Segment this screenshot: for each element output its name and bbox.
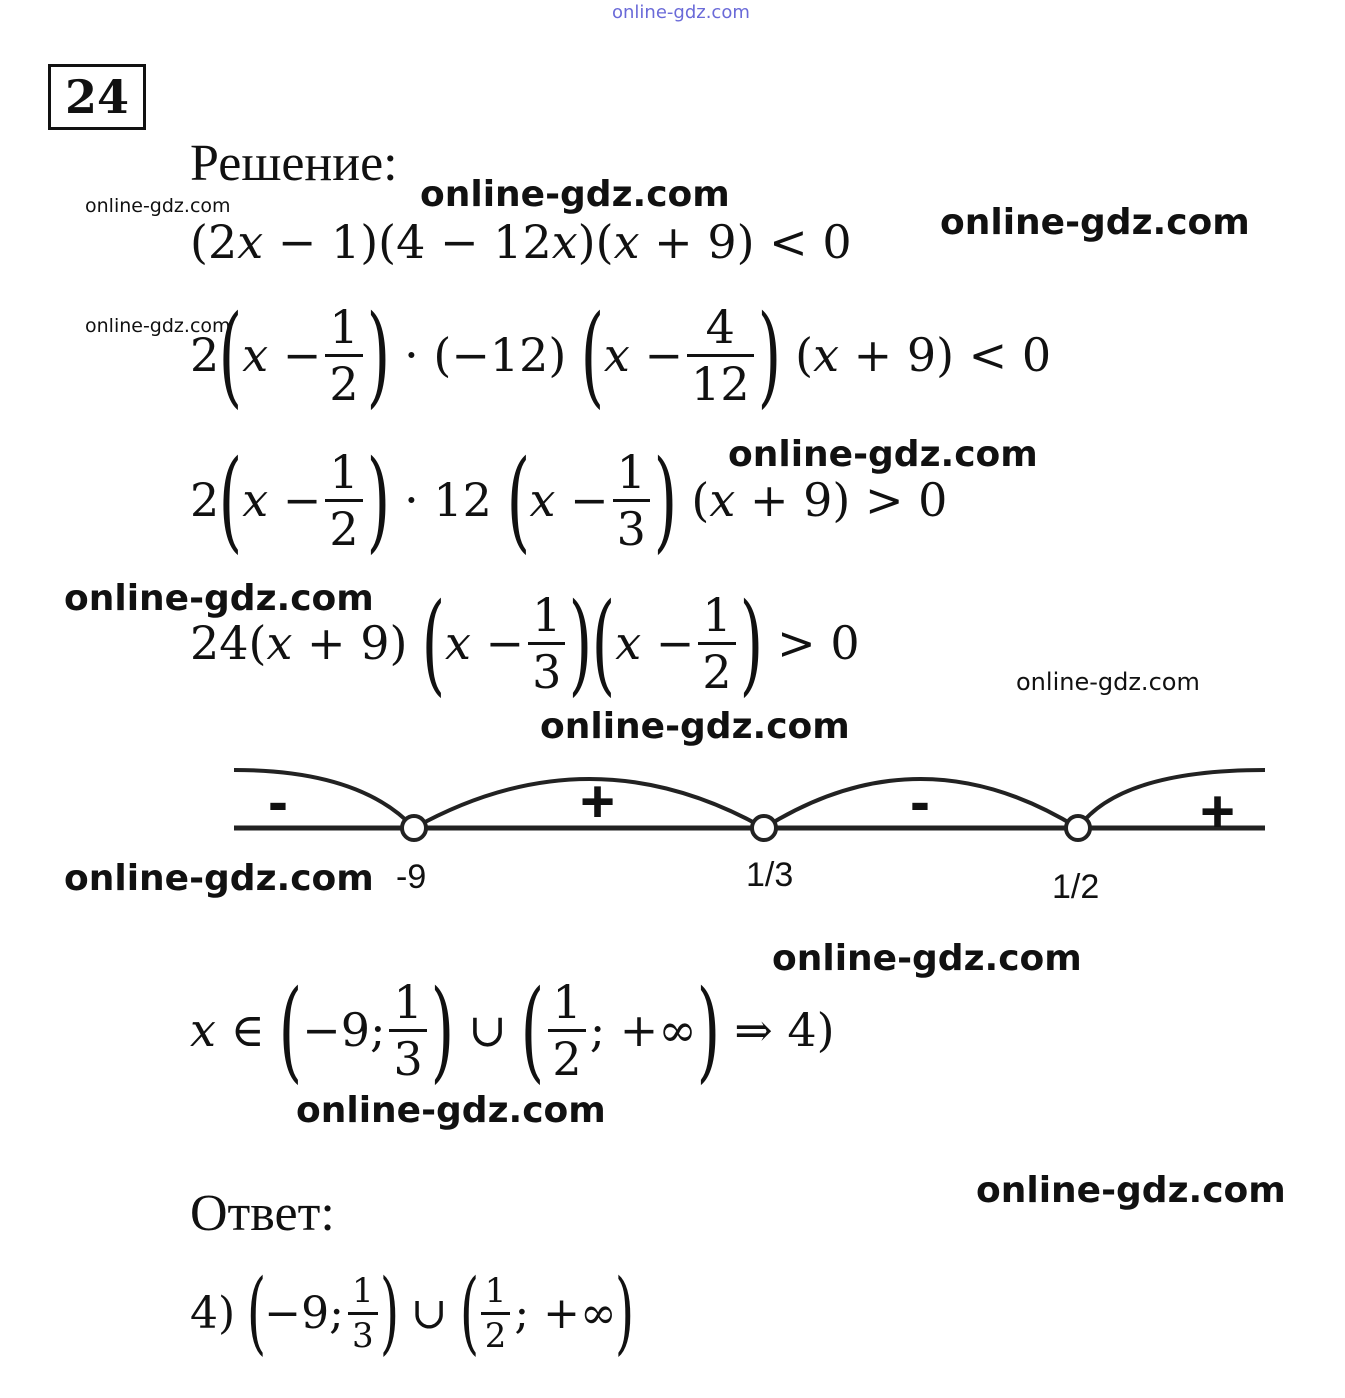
label-1-2: 1/2 (1052, 868, 1100, 906)
watermark-2: online-gdz.com (85, 195, 231, 217)
equation-line-2: 2 ( x − $\frac{1}{2}$ ) · (−12) ( x − $\frac{4}{12}$ ) (x + 9) < 0 (190, 291, 1052, 419)
watermark-top: online-gdz.com (612, 2, 750, 23)
watermark-10: online-gdz.com (772, 938, 1082, 979)
label-1-3: 1/3 (746, 856, 794, 894)
watermark-4: online-gdz.com (85, 315, 231, 337)
watermark-3: online-gdz.com (940, 202, 1250, 243)
point-marker-1-2 (1066, 816, 1090, 840)
sign-interval-4: + (1200, 778, 1236, 845)
equation-line-1: (2x − 1)(4 − 12x)(x + 9) < 0 (190, 215, 852, 269)
point-marker-1-3 (752, 816, 776, 840)
interval-arc-1 (234, 770, 414, 828)
watermark-6: online-gdz.com (64, 578, 374, 619)
watermark-11: online-gdz.com (296, 1090, 606, 1131)
sign-interval-3: - (910, 768, 930, 835)
answer-heading: Ответ: (190, 1185, 335, 1242)
watermark-9: online-gdz.com (64, 858, 374, 899)
solution-heading: Решение: (190, 135, 398, 192)
watermark-1: online-gdz.com (420, 174, 730, 215)
sign-interval-2: + (580, 768, 616, 835)
interval-arc-4 (1078, 770, 1265, 828)
sign-interval-1: - (268, 768, 288, 835)
watermark-5: online-gdz.com (728, 434, 1038, 475)
watermark-8: online-gdz.com (540, 706, 850, 747)
label-neg9: -9 (396, 858, 427, 896)
answer-value: 4) ( −9; $\frac{1}{3}$ ) ∪ ( $\frac{1}{2}$ ; +∞ ) (190, 1260, 634, 1365)
point-marker-neg9 (402, 816, 426, 840)
solution-set: x ∈ ( −9; $\frac{1}{3}$ ) ∪ ( $\frac{1}{2}$ ; +∞ ) ⇒ 4) (190, 966, 835, 1094)
problem-number: 24 (48, 64, 146, 130)
watermark-12: online-gdz.com (976, 1170, 1286, 1211)
watermark-7: online-gdz.com (1016, 668, 1200, 696)
equation-line-4: 24(x + 9) ( x − $\frac{1}{3}$ ) ( x − $\frac{1}{2}$ ) > 0 (190, 579, 860, 707)
equation-line-3: 2 ( x − $\frac{1}{2}$ ) · 12 ( x − $\frac{1}{3}$ ) (x + 9) > 0 (190, 436, 948, 564)
